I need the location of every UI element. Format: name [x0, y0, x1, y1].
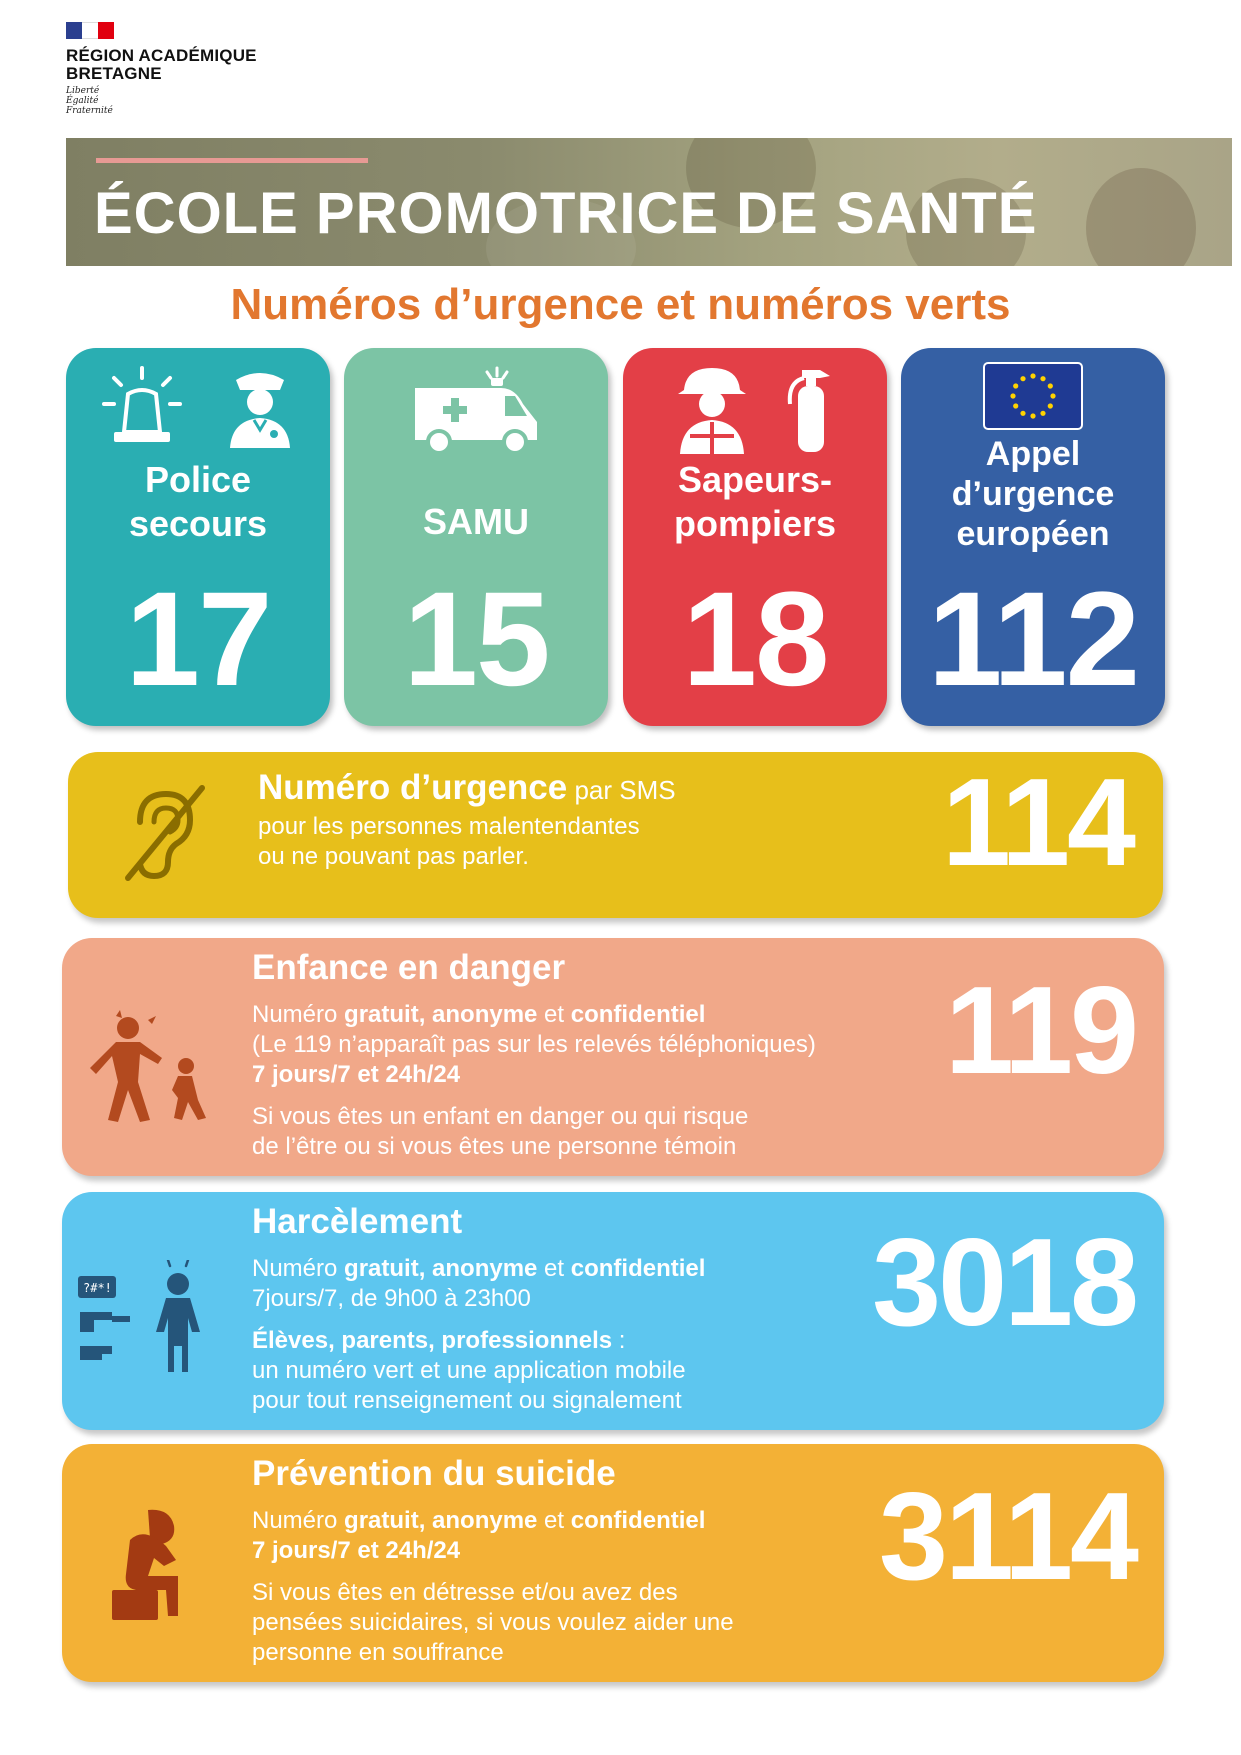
- harass-hours: 7jours/7, de 9h00 à 23h00: [252, 1285, 531, 1312]
- card-sapeurs-pompiers: [623, 348, 887, 726]
- card-enfance-119: [62, 938, 1164, 1176]
- banner-accent-line: [96, 158, 368, 163]
- card-label: pompiers: [673, 503, 837, 544]
- title-banner: [66, 138, 1232, 266]
- motto: Liberté Égalité Fraternité: [66, 86, 113, 116]
- card-harcelement-3018: [62, 1192, 1164, 1430]
- child-hours: 7 jours/7 et 24h/24: [252, 1061, 461, 1088]
- sms-description: ou ne pouvant pas parler.: [258, 843, 529, 870]
- child-abuse-icon: [82, 1010, 212, 1130]
- sms-description: pour les personnes malentendantes: [258, 813, 640, 840]
- ambulance-icon: [411, 364, 541, 454]
- republique-logo: [66, 22, 326, 116]
- card-label: Appel: [985, 435, 1081, 473]
- card-label: secours: [128, 503, 268, 544]
- suicide-description: pensées suicidaires, si vous voulez aider une: [252, 1609, 734, 1636]
- card-police: [66, 348, 330, 726]
- card-label: Sapeurs-: [677, 459, 833, 500]
- distressed-person-icon: [108, 1504, 198, 1624]
- suicide-description: personne en souffrance: [252, 1639, 504, 1666]
- harass-description: un numéro vert et une application mobile: [252, 1357, 686, 1384]
- french-flag-icon: [66, 22, 114, 39]
- card-label: européen: [956, 515, 1110, 553]
- phone-number-114[interactable]: 114: [941, 754, 1133, 892]
- phone-number-112[interactable]: 112: [927, 565, 1139, 714]
- card-label: d’urgence: [951, 475, 1115, 513]
- phone-number-17[interactable]: 17: [125, 565, 271, 714]
- suicide-title: Prévention du suicide: [252, 1454, 616, 1493]
- sms-title-suffix: par SMS: [567, 775, 676, 805]
- child-description: de l’être ou si vous êtes une personne témoin: [252, 1133, 737, 1160]
- phone-number-3018[interactable]: 3018: [872, 1214, 1136, 1352]
- card-label: SAMU: [423, 501, 529, 542]
- firefighter-icon: [674, 364, 750, 454]
- harass-description: Numéro gratuit, anonyme et confidentiel: [252, 1255, 706, 1282]
- svg-text:?#*!: ?#*!: [83, 1281, 112, 1295]
- hearing-impaired-icon: [118, 782, 208, 882]
- phone-number-3114[interactable]: 3114: [878, 1468, 1136, 1606]
- child-title: Enfance en danger: [252, 948, 566, 987]
- card-sms-114: [68, 752, 1163, 918]
- siren-icon: [100, 364, 184, 448]
- card-appel-europeen: [901, 348, 1165, 726]
- child-description: Numéro gratuit, anonyme et confidentiel: [252, 1001, 706, 1028]
- suicide-description: Numéro gratuit, anonyme et confidentiel: [252, 1507, 706, 1534]
- eu-flag-icon: [983, 362, 1083, 430]
- card-samu: [344, 348, 608, 726]
- page-subtitle: Numéros d’urgence et numéros verts: [230, 280, 1011, 329]
- harass-description: pour tout renseignement ou signalement: [252, 1387, 682, 1414]
- fire-extinguisher-icon: [780, 364, 836, 454]
- page-title: ÉCOLE PROMOTRICE DE SANTÉ: [94, 181, 1038, 246]
- harass-audience: Élèves, parents, professionnels :: [252, 1327, 626, 1354]
- sms-title: Numéro d’urgence: [258, 768, 568, 807]
- region-name: RÉGION ACADÉMIQUE BRETAGNE: [66, 46, 257, 83]
- suicide-hours: 7 jours/7 et 24h/24: [252, 1537, 461, 1564]
- card-suicide-3114: [62, 1444, 1164, 1682]
- phone-number-119[interactable]: 119: [944, 962, 1136, 1100]
- police-officer-icon: [224, 364, 296, 448]
- phone-number-18[interactable]: 18: [682, 565, 828, 714]
- bullying-icon: [72, 1260, 212, 1380]
- suicide-description: Si vous êtes en détresse et/ou avez des: [252, 1579, 678, 1606]
- child-description: Si vous êtes un enfant en danger ou qui risque: [252, 1103, 749, 1130]
- harass-title: Harcèlement: [252, 1202, 463, 1241]
- phone-number-15[interactable]: 15: [403, 565, 549, 714]
- child-description: (Le 119 n’apparaît pas sur les relevés téléphoniques): [252, 1031, 816, 1058]
- card-label: Police: [144, 459, 252, 500]
